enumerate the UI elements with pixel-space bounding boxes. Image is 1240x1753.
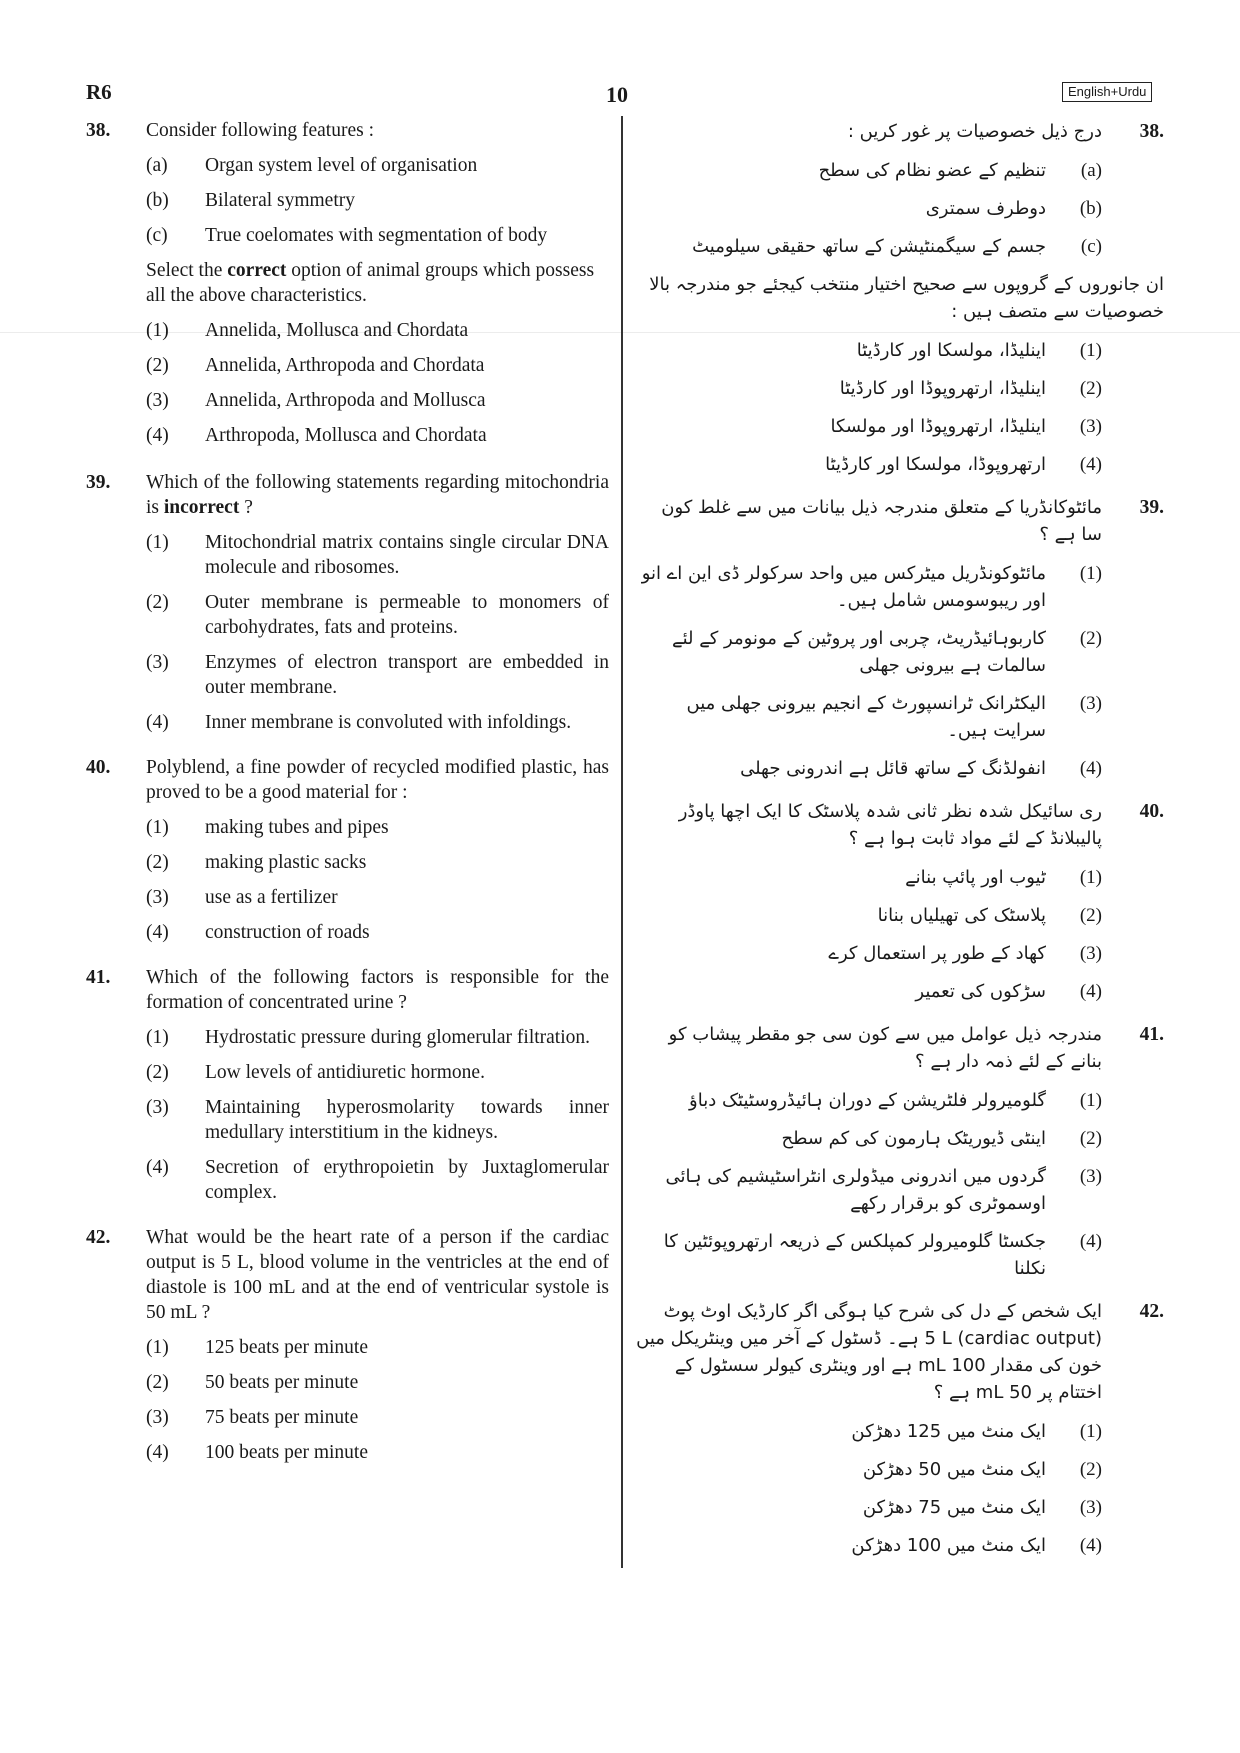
question-42-ur [636, 1298, 1164, 1559]
option-item [636, 375, 1102, 402]
option-label: (3) [1079, 416, 1102, 437]
option-text: 75 beats per minute [205, 1407, 359, 1428]
option-item [146, 530, 609, 580]
option-label: (2) [146, 852, 169, 873]
question-38-en [86, 118, 609, 448]
feature-text: True coelomates with segmentation of body [205, 225, 548, 246]
option-text: Annelida, Arthropoda and Mollusca [205, 390, 486, 411]
feature-item [636, 233, 1102, 260]
feature-text: جسم کے سیگمنٹیشن کے ساتھ حقیقی سیلومیٹ [692, 236, 1046, 257]
option-text: گردوں میں اندرونی میڈولری انٹراسٹیشیم کی ہائی اوسموٹری کو برقرار رکھے [665, 1166, 1046, 1214]
option-text: الیکٹرانک ٹرانسپورٹ کے انجیم بیرونی جھلی میں سرایت ہیں۔ [686, 693, 1046, 741]
option-label: (4) [1079, 1231, 1102, 1252]
option-label: (4) [146, 1157, 169, 1178]
option-item [636, 337, 1102, 364]
option-item [636, 690, 1102, 744]
option-label: (2) [146, 592, 169, 613]
feature-text: تنظیم کے عضو نظام کی سطح [818, 160, 1046, 181]
option-text: 100 beats per minute [205, 1442, 368, 1463]
option-label: (1) [1079, 563, 1102, 584]
option-item [146, 885, 609, 910]
option-item [146, 815, 609, 840]
option-label: (2) [146, 355, 169, 376]
option-item [636, 864, 1102, 891]
question-instruction: ان جانوروں کے گروپوں سے صحیح اختیار منتخب کیجئے جو مندرجہ بالا خصوصیات سے متصف ہیں : [649, 274, 1164, 322]
option-text: Inner membrane is convoluted with infoldings. [205, 712, 572, 733]
option-text: Low levels of antidiuretic hormone. [205, 1062, 485, 1083]
option-item [636, 1532, 1102, 1559]
question-stem: Polyblend, a fine powder of recycled modified plastic, has proved to be a good material for : [146, 757, 609, 803]
option-item [636, 940, 1102, 967]
option-label: (1) [1079, 867, 1102, 888]
option-label: (4) [146, 712, 169, 733]
option-item [636, 902, 1102, 929]
question-number: .40 [1139, 801, 1164, 822]
question-number: 41. [86, 967, 111, 988]
option-item [146, 710, 609, 735]
question-39-en [86, 470, 609, 735]
option-text: ارتھروپوڈا، مولسکا اور کارڈیٹا [825, 454, 1046, 475]
option-item [146, 920, 609, 945]
option-label: (3) [146, 390, 169, 411]
option-item [146, 388, 609, 413]
option-item [146, 1335, 609, 1360]
question-number: 42. [86, 1227, 111, 1248]
option-text: construction of roads [205, 922, 370, 943]
option-item [636, 1456, 1102, 1483]
column-divider [621, 116, 623, 1568]
option-item [146, 650, 609, 700]
feature-text: Organ system level of organisation [205, 155, 478, 176]
question-number: 40. [86, 757, 111, 778]
option-label: (4) [146, 425, 169, 446]
option-label: (1) [146, 532, 169, 553]
stem-text: Which of the following statements regarding mitochondria is [146, 472, 609, 518]
option-text: سڑکوں کی تعمیر [915, 981, 1046, 1002]
option-text: ایک منٹ میں 50 دھڑکن [862, 1459, 1046, 1480]
option-label: (4) [1079, 758, 1102, 779]
option-item [636, 1494, 1102, 1521]
option-item [636, 1087, 1102, 1114]
english-column [86, 118, 609, 1475]
feature-label: (b) [1079, 198, 1102, 219]
feature-item [146, 188, 609, 213]
feature-item [146, 153, 609, 178]
option-label: (3) [1079, 943, 1102, 964]
feature-text: دوطرف سمتری [925, 198, 1046, 219]
option-label: (3) [146, 652, 169, 673]
option-text: Secretion of erythropoietin by Juxtaglomerular complex. [205, 1157, 609, 1203]
option-text: 125 beats per minute [205, 1337, 368, 1358]
feature-item [636, 195, 1102, 222]
option-item [146, 1370, 609, 1395]
option-label: (2) [1079, 1459, 1102, 1480]
option-text: Mitochondrial matrix contains single circular DNA molecule and ribosomes. [205, 532, 609, 578]
option-item [636, 625, 1102, 679]
option-item [146, 1440, 609, 1465]
question-number: .39 [1139, 497, 1164, 518]
option-text: اینلیڈا، ارتھروپوڈا اور مولسکا [830, 416, 1046, 437]
instruction-text: option of animal groups which possess all the above characteristics. [146, 260, 595, 306]
option-text: Annelida, Arthropoda and Chordata [205, 355, 485, 376]
option-text: اینٹی ڈیوریٹک ہارمون کی کم سطح [781, 1128, 1046, 1149]
option-label: (3) [1079, 693, 1102, 714]
option-label: (1) [1079, 1421, 1102, 1442]
feature-label: (c) [1080, 236, 1102, 257]
option-item [636, 978, 1102, 1005]
question-stem: درج ذیل خصوصیات پر غور کریں : [847, 121, 1102, 142]
question-38-ur [636, 118, 1164, 478]
option-label: (3) [146, 1407, 169, 1428]
question-stem: مندرجہ ذیل عوامل میں سے کون سی جو مقطر پیشاب کو بنانے کے لئے ذمہ دار ہے ؟ [668, 1024, 1102, 1072]
question-stem [146, 470, 609, 520]
option-item [146, 1155, 609, 1205]
option-item [636, 1163, 1102, 1217]
option-label: (1) [146, 320, 169, 341]
option-item [636, 560, 1102, 614]
option-label: (4) [146, 1442, 169, 1463]
option-text: making plastic sacks [205, 852, 367, 873]
page-number: 10 [606, 82, 628, 107]
option-item [636, 755, 1102, 782]
option-label: (3) [1079, 1166, 1102, 1187]
option-item [636, 413, 1102, 440]
option-text: پلاسٹک کی تھیلیاں بنانا [877, 905, 1046, 926]
question-40-ur [636, 798, 1164, 1005]
question-41-ur [636, 1021, 1164, 1282]
option-text: انفولڈنگ کے ساتھ قائل ہے اندرونی جھلی [740, 758, 1046, 779]
stem-text: ? [244, 497, 253, 518]
option-text: Annelida, Mollusca and Chordata [205, 320, 469, 341]
question-number: 38. [86, 120, 111, 141]
option-text: use as a fertilizer [205, 887, 338, 908]
question-number: .41 [1139, 1024, 1164, 1045]
option-label: (2) [146, 1372, 169, 1393]
option-item [146, 590, 609, 640]
option-item [146, 1405, 609, 1430]
option-text: Outer membrane is permeable to monomers of carbohydrates, fats and proteins. [205, 592, 609, 638]
question-stem: Which of the following factors is responsible for the formation of concentrated urine ? [146, 967, 609, 1013]
question-39-ur [636, 494, 1164, 782]
option-label: (2) [1079, 905, 1102, 926]
question-number: 39. [86, 472, 111, 493]
option-item [636, 451, 1102, 478]
option-label: (3) [146, 1097, 169, 1118]
feature-label: (a) [146, 155, 168, 176]
question-41-en [86, 965, 609, 1205]
urdu-column [636, 118, 1164, 1570]
option-item [636, 1228, 1102, 1282]
option-label: (2) [1079, 378, 1102, 399]
question-40-en [86, 755, 609, 945]
option-label: (1) [146, 1337, 169, 1358]
question-stem: مائٹوکانڈریا کے متعلق مندرجہ ذیل بیانات میں سے غلط کون سا ہے ؟ [661, 497, 1102, 545]
feature-item [636, 157, 1102, 184]
option-label: (3) [146, 887, 169, 908]
question-stem: ایک شخص کے دل کی شرح کیا ہوگی اگر کارڈیک اوٹ پوٹ (cardiac output) 5 L ہے۔ ڈسٹول کے آخر میں وینٹریکل میں خون کی مقدار 100 mL ہے اور وینٹری کیولر سسٹول کے اختتام پر 50 mL ہے ؟ [636, 1301, 1102, 1403]
option-text: Arthropoda, Mollusca and Chordata [205, 425, 487, 446]
paper-code: R6 [86, 80, 112, 104]
option-label: (1) [1079, 340, 1102, 361]
option-item [146, 1095, 609, 1145]
option-label: (1) [146, 817, 169, 838]
question-instruction [146, 258, 609, 308]
option-text: ایک منٹ میں 75 دھڑکن [862, 1497, 1046, 1518]
option-label: (4) [146, 922, 169, 943]
instruction-keyword: correct [227, 260, 287, 281]
option-item [146, 423, 609, 448]
question-42-en [86, 1225, 609, 1465]
option-item [146, 318, 609, 343]
question-stem: ری سائیکل شدہ نظر ثانی شدہ پلاسٹک کا ایک اچھا پاوڈر پالیبلانڈ کے لئے مواد ثابت ہوا ہے ؟ [678, 801, 1102, 849]
option-text: گلومیرولر فلٹریشن کے دوران ہائیڈروسٹیٹک دباؤ [689, 1090, 1046, 1111]
feature-text: Bilateral symmetry [205, 190, 356, 211]
option-text: کھاد کے طور پر استعمال کرے [828, 943, 1046, 964]
option-label: (4) [1079, 1535, 1102, 1556]
option-text: مائٹوکونڈریل میٹرکس میں واحد سرکولر ڈی این اے انو اور ریبوسومس شامل ہیں۔ [641, 563, 1046, 611]
option-item [146, 1060, 609, 1085]
option-item [146, 850, 609, 875]
option-text: Hydrostatic pressure during glomerular filtration. [205, 1027, 591, 1048]
option-label: (2) [1079, 1128, 1102, 1149]
feature-item [146, 223, 609, 248]
feature-label: (c) [146, 225, 168, 246]
instruction-text: Select the [146, 260, 223, 281]
option-text: جکسٹا گلومیرولر کمپلکس کے ذریعہ ارتھروپوئٹین کا نکلنا [663, 1231, 1046, 1279]
option-text: Maintaining hyperosmolarity towards inner medullary interstitium in the kidneys. [205, 1097, 609, 1143]
option-text: ایک منٹ میں 125 دھڑکن [851, 1421, 1046, 1442]
option-label: (3) [1079, 1497, 1102, 1518]
option-item [146, 353, 609, 378]
question-number: .38 [1139, 121, 1164, 142]
stem-keyword: incorrect [163, 497, 240, 518]
option-text: ایک منٹ میں 100 دھڑکن [851, 1535, 1046, 1556]
option-text: اینلیڈا، ارتھروپوڈا اور کارڈیٹا [839, 378, 1046, 399]
option-text: ٹیوب اور پائپ بنانے [905, 867, 1046, 888]
question-number: .42 [1139, 1301, 1164, 1322]
option-text: 50 beats per minute [205, 1372, 359, 1393]
option-text: اینلیڈا، مولسکا اور کارڈیٹا [856, 340, 1046, 361]
option-text: making tubes and pipes [205, 817, 389, 838]
option-label: (1) [146, 1027, 169, 1048]
question-stem: Consider following features : [146, 120, 374, 141]
language-badge: English+Urdu [1062, 82, 1152, 102]
option-item [636, 1418, 1102, 1445]
feature-label: (b) [146, 190, 169, 211]
option-text: کاربوہائیڈریٹ، چربی اور پروٹین کے مونومر کے لئے سالمات ہے بیرونی جھلی [672, 628, 1046, 676]
option-label: (4) [1079, 981, 1102, 1002]
option-text: Enzymes of electron transport are embedded in outer membrane. [205, 652, 609, 698]
option-item [146, 1025, 609, 1050]
option-label: (1) [1079, 1090, 1102, 1111]
option-item [636, 1125, 1102, 1152]
question-stem: What would be the heart rate of a person if the cardiac output is 5 L, blood volume in the ventricles at the end of diastole is 100 mL and at the end of ventricular systole is 50 mL ? [146, 1227, 609, 1323]
option-label: (2) [146, 1062, 169, 1083]
feature-label: (a) [1080, 160, 1102, 181]
option-label: (4) [1079, 454, 1102, 475]
option-label: (2) [1079, 628, 1102, 649]
